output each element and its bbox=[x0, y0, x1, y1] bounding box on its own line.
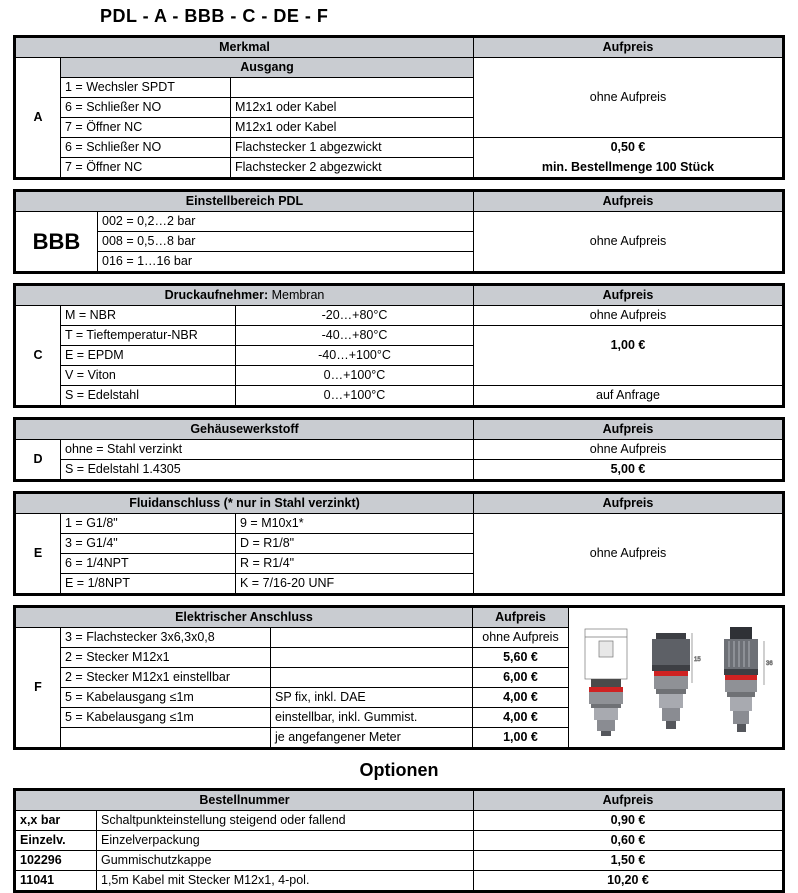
table-row bbox=[15, 419, 784, 440]
block-c-header-bold: Druckaufnehmer: bbox=[164, 288, 269, 302]
options-price-header: Aufpreis bbox=[474, 790, 784, 811]
drawing-label-15: 15 bbox=[694, 656, 702, 663]
block-e-letter: E bbox=[15, 514, 61, 595]
table-row bbox=[15, 493, 784, 514]
block-a-row4-c1: 7 = Öffner NC bbox=[61, 158, 231, 179]
block-a-row0-c2 bbox=[231, 78, 474, 98]
datasheet-page bbox=[0, 6, 798, 887]
table-row bbox=[15, 58, 784, 78]
drawing-cable-outlet bbox=[712, 625, 774, 737]
block-e-row0-c2: 9 = M10x1* bbox=[236, 514, 474, 534]
block-a-row1-c1: 6 = Schließer NO bbox=[61, 98, 231, 118]
block-bbb-header: Einstellbereich PDL bbox=[15, 191, 474, 212]
block-c-row3-price bbox=[474, 366, 784, 386]
block-e-header: Fluidanschluss (* nur in Stahl verzinkt) bbox=[15, 493, 474, 514]
table-row bbox=[15, 871, 784, 892]
block-f-row3-price: 4,00 € bbox=[473, 688, 569, 708]
option-row1-num: Einzelv. bbox=[15, 831, 97, 851]
block-d-row0-price: ohne Aufpreis bbox=[474, 440, 784, 460]
block-d-header: Gehäusewerkstoff bbox=[15, 419, 474, 440]
block-c-row4-c1: S = Edelstahl bbox=[61, 386, 236, 407]
block-a-row4-c2: Flachstecker 2 abgezwickt bbox=[231, 158, 474, 179]
block-f-row5-c2: je angefangener Meter bbox=[271, 728, 473, 749]
block-a-header: Merkmal bbox=[15, 37, 474, 58]
block-c-row1-c2: -40…+80°C bbox=[236, 326, 474, 346]
block-d bbox=[13, 417, 785, 482]
block-f-price-header: Aufpreis bbox=[473, 607, 569, 628]
table-row bbox=[15, 790, 784, 811]
block-c-row3-c2: 0…+100°C bbox=[236, 366, 474, 386]
table-row bbox=[15, 831, 784, 851]
block-f-row0-c1: 3 = Flachstecker 3x6,3x0,8 bbox=[61, 628, 271, 648]
block-f-row1-c1: 2 = Stecker M12x1 bbox=[61, 648, 271, 668]
block-f-row4-c1: 5 = Kabelausgang ≤1m bbox=[61, 708, 271, 728]
table-row bbox=[15, 158, 784, 179]
block-c-row2-c1: E = EPDM bbox=[61, 346, 236, 366]
block-d-row1-c1: S = Edelstahl 1.4305 bbox=[61, 460, 474, 481]
block-e-row2-c1: 6 = 1/4NPT bbox=[61, 554, 236, 574]
block-f-header: Elektrischer Anschluss bbox=[15, 607, 473, 628]
block-a-subheader: Ausgang bbox=[61, 58, 474, 78]
block-a-row3-c1: 6 = Schließer NO bbox=[61, 138, 231, 158]
block-f-row5-c1 bbox=[61, 728, 271, 749]
block-c-row2-price: 1,00 € bbox=[474, 326, 784, 366]
block-e-row0-c1: 1 = G1/8" bbox=[61, 514, 236, 534]
table-row bbox=[15, 366, 784, 386]
drawing-label-36: 36 bbox=[766, 660, 773, 667]
block-bbb-row2: 016 = 1…16 bar bbox=[98, 252, 474, 273]
block-c-row4-c2: 0…+100°C bbox=[236, 386, 474, 407]
option-row2-num: 102296 bbox=[15, 851, 97, 871]
block-a-price-bottom: 0,50 € bbox=[474, 138, 784, 158]
block-e-price: ohne Aufpreis bbox=[474, 514, 784, 595]
option-row0-desc: Schaltpunkteinstellung steigend oder fallend bbox=[97, 811, 474, 831]
drawing-flat-plug bbox=[577, 625, 635, 737]
block-a-price-header: Aufpreis bbox=[474, 37, 784, 58]
table-row bbox=[15, 212, 784, 232]
options-table bbox=[13, 788, 785, 893]
block-a-row2-c1: 7 = Öffner NC bbox=[61, 118, 231, 138]
block-bbb-letter: BBB bbox=[15, 212, 98, 273]
table-row bbox=[15, 386, 784, 407]
block-bbb-row1: 008 = 0,5…8 bar bbox=[98, 232, 474, 252]
table-row bbox=[15, 191, 784, 212]
block-a bbox=[13, 35, 785, 180]
block-d-row0-c1: ohne = Stahl verzinkt bbox=[61, 440, 474, 460]
option-row3-num: 11041 bbox=[15, 871, 97, 892]
block-e-price-header: Aufpreis bbox=[474, 493, 784, 514]
option-row3-desc: 1,5m Kabel mit Stecker M12x1, 4-pol. bbox=[97, 871, 474, 892]
block-a-row2-c2: M12x1 oder Kabel bbox=[231, 118, 474, 138]
table-row bbox=[15, 326, 784, 346]
block-a-price-note: min. Bestellmenge 100 Stück bbox=[474, 158, 784, 179]
table-row bbox=[15, 285, 784, 306]
block-f-row0-price: ohne Aufpreis bbox=[473, 628, 569, 648]
block-f-row3-c1: 5 = Kabelausgang ≤1m bbox=[61, 688, 271, 708]
block-f-row2-c2 bbox=[271, 668, 473, 688]
block-c-row4-price: auf Anfrage bbox=[474, 386, 784, 407]
block-f bbox=[13, 605, 785, 750]
block-d-row1-price: 5,00 € bbox=[474, 460, 784, 481]
block-e-row1-c2: D = R1/8" bbox=[236, 534, 474, 554]
block-f-row2-c1: 2 = Stecker M12x1 einstellbar bbox=[61, 668, 271, 688]
product-drawings bbox=[569, 607, 784, 749]
option-row0-price: 0,90 € bbox=[474, 811, 784, 831]
block-c-price-header: Aufpreis bbox=[474, 285, 784, 306]
block-bbb bbox=[13, 189, 785, 274]
block-a-row1-c2: M12x1 oder Kabel bbox=[231, 98, 474, 118]
drawing-m12-plug bbox=[642, 625, 704, 737]
block-a-price-top: ohne Aufpreis bbox=[474, 58, 784, 138]
table-row bbox=[15, 460, 784, 481]
table-row bbox=[15, 811, 784, 831]
table-row bbox=[15, 440, 784, 460]
options-header: Bestellnummer bbox=[15, 790, 474, 811]
block-bbb-price-header: Aufpreis bbox=[474, 191, 784, 212]
block-e-row1-c1: 3 = G1/4" bbox=[61, 534, 236, 554]
block-c-row2-c2: -40…+100°C bbox=[236, 346, 474, 366]
block-c-row0-c1: M = NBR bbox=[61, 306, 236, 326]
block-a-row3-c2: Flachstecker 1 abgezwickt bbox=[231, 138, 474, 158]
block-f-row5-price: 1,00 € bbox=[473, 728, 569, 749]
block-f-row1-c2 bbox=[271, 648, 473, 668]
table-row bbox=[15, 851, 784, 871]
block-e bbox=[13, 491, 785, 596]
table-row bbox=[15, 37, 784, 58]
block-f-row0-c2 bbox=[271, 628, 473, 648]
block-f-row2-price: 6,00 € bbox=[473, 668, 569, 688]
option-row1-desc: Einzelverpackung bbox=[97, 831, 474, 851]
option-row0-num: x,x bar bbox=[15, 811, 97, 831]
block-c-row1-c1: T = Tieftemperatur-NBR bbox=[61, 326, 236, 346]
block-d-letter: D bbox=[15, 440, 61, 481]
option-row2-price: 1,50 € bbox=[474, 851, 784, 871]
block-d-price-header: Aufpreis bbox=[474, 419, 784, 440]
block-f-row4-price: 4,00 € bbox=[473, 708, 569, 728]
option-row3-price: 10,20 € bbox=[474, 871, 784, 892]
table-row bbox=[15, 607, 784, 628]
block-f-letter: F bbox=[15, 628, 61, 749]
block-c-header bbox=[15, 285, 474, 306]
table-row bbox=[15, 138, 784, 158]
block-f-row4-c2: einstellbar, inkl. Gummist. bbox=[271, 708, 473, 728]
table-row bbox=[15, 514, 784, 534]
block-c bbox=[13, 283, 785, 408]
block-e-row2-c2: R = R1/4" bbox=[236, 554, 474, 574]
block-c-header-rest: Membran bbox=[268, 288, 325, 302]
block-e-row3-c2: K = 7/16-20 UNF bbox=[236, 574, 474, 595]
block-c-row3-c1: V = Viton bbox=[61, 366, 236, 386]
block-c-row0-c2: -20…+80°C bbox=[236, 306, 474, 326]
table-row bbox=[15, 306, 784, 326]
block-f-row1-price: 5,60 € bbox=[473, 648, 569, 668]
block-bbb-row0: 002 = 0,2…2 bar bbox=[98, 212, 474, 232]
block-a-letter: A bbox=[15, 58, 61, 179]
option-row1-price: 0,60 € bbox=[474, 831, 784, 851]
block-c-letter: C bbox=[15, 306, 61, 407]
block-e-row3-c1: E = 1/8NPT bbox=[61, 574, 236, 595]
block-c-row0-price: ohne Aufpreis bbox=[474, 306, 784, 326]
block-bbb-price: ohne Aufpreis bbox=[474, 212, 784, 273]
option-row2-desc: Gummischutzkappe bbox=[97, 851, 474, 871]
page-title: PDL - A - BBB - C - DE - F bbox=[100, 6, 329, 26]
options-title: Optionen bbox=[359, 760, 439, 780]
block-f-row3-c2: SP fix, inkl. DAE bbox=[271, 688, 473, 708]
block-a-row0-c1: 1 = Wechsler SPDT bbox=[61, 78, 231, 98]
